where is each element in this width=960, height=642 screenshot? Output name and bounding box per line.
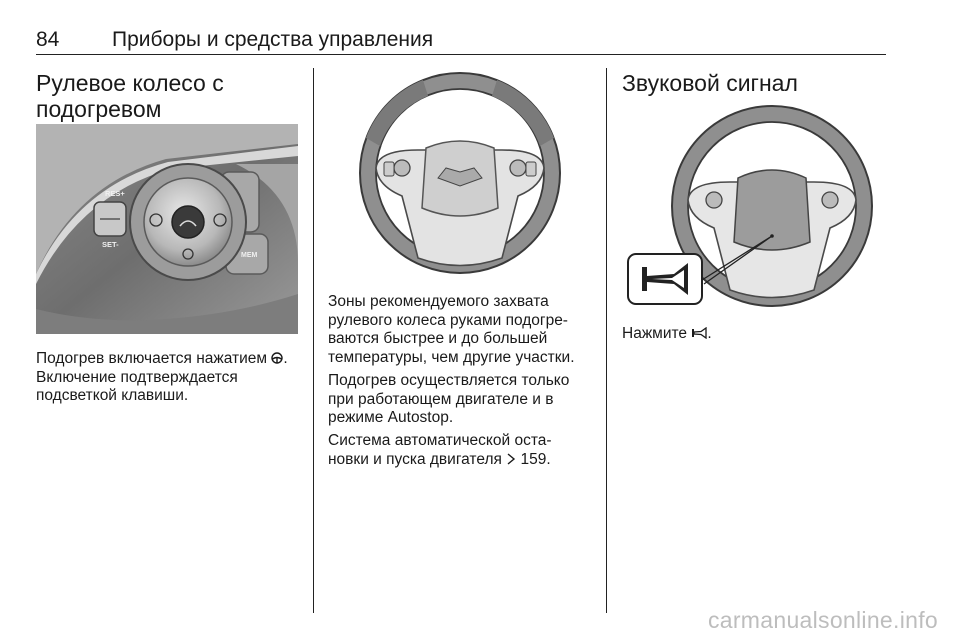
res-label: RES+ — [105, 189, 125, 198]
steering-controls-illustration — [36, 124, 298, 334]
page-number: 84 — [36, 28, 60, 51]
mem-label: MEM — [241, 252, 258, 259]
running-title: Приборы и средства управления — [112, 28, 434, 51]
heated-wheel-icon — [271, 351, 283, 363]
horn-inline-icon — [691, 326, 707, 338]
steering-wheel-zones-figure — [328, 68, 592, 278]
horn-figure — [622, 100, 884, 312]
steering-controls-figure — [36, 124, 298, 334]
page-header — [36, 26, 886, 55]
section-heading-heated-wheel: Рулевое колесо с подогревом — [36, 70, 224, 122]
column-divider-right — [606, 68, 607, 613]
col3-paragraph: Нажмите . — [622, 325, 712, 342]
section-heading-horn: Звуковой сигнал — [622, 70, 798, 96]
col2-paragraph-2: Подогрев осуществляется только при работающем двигателе и в режиме Autostop. — [328, 372, 570, 426]
col2-paragraph-3: Система автоматической оста- новки и пуска двигателя 159. — [328, 432, 552, 468]
set-label: SET- — [102, 240, 119, 249]
col2-paragraph-1: Зоны рекомендуемого захвата рулевого колеса руками подогре- ваются быстрее и до большей температуры, чем другие участки. — [328, 293, 575, 366]
col1-paragraph: Подогрев включается нажатием . Включение подтверждается подсветкой клавиши. — [36, 350, 288, 404]
column-divider-left — [313, 68, 314, 613]
page-reference-arrow-icon — [506, 452, 516, 464]
horn-illustration — [622, 100, 884, 312]
steering-wheel-zones-illustration — [328, 68, 592, 278]
watermark-url: carmanualsonline.info — [707, 607, 938, 633]
page-reference-link[interactable]: 159. — [520, 450, 551, 468]
